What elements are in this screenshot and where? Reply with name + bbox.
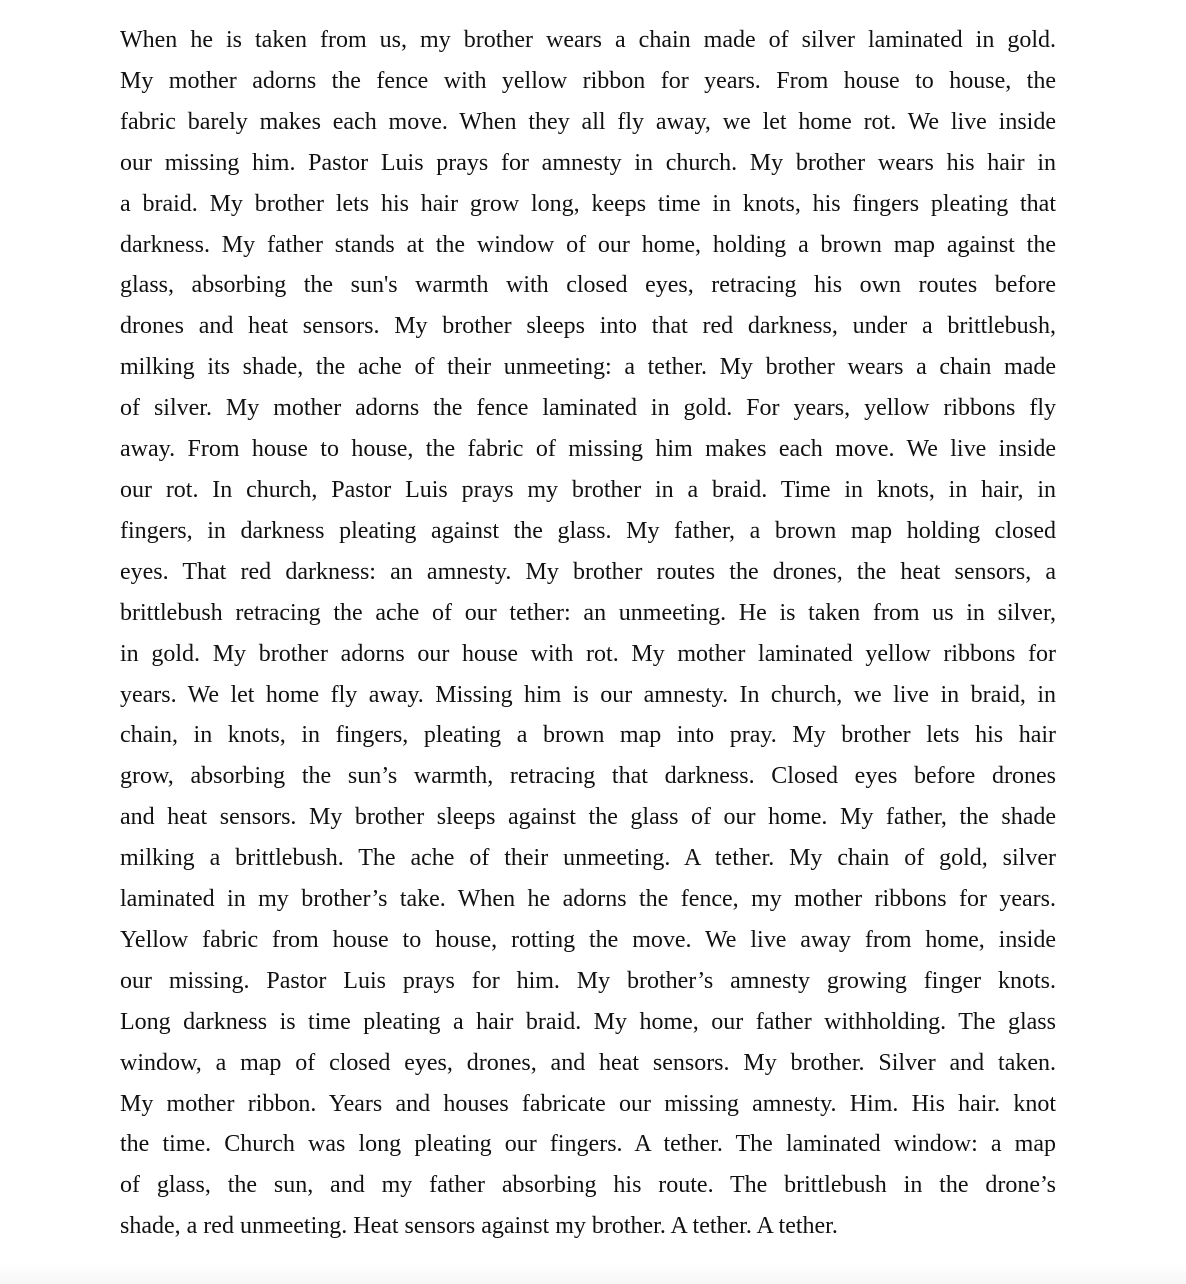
text-line <box>120 511 1056 552</box>
text-line <box>120 143 1056 184</box>
text-line-content: of silver. My mother adorns the fence laminated in gold. For years, yellow ribbons fly <box>120 395 1056 422</box>
text-line <box>120 347 1056 388</box>
text-line <box>120 675 1056 716</box>
text-line <box>120 1043 1056 1084</box>
text-line <box>120 1124 1056 1165</box>
text-line-content: Yellow fabric from house to house, rotting the move. We live away from home, inside <box>120 926 1056 953</box>
text-line <box>120 225 1056 266</box>
text-line-content: of glass, the sun, and my father absorbing his route. The brittlebush in the drone’s <box>120 1172 1056 1199</box>
text-line <box>120 1002 1056 1043</box>
text-line-content: the time. Church was long pleating our fingers. A tether. The laminated window: a map <box>120 1131 1056 1158</box>
text-line <box>120 715 1056 756</box>
text-line-content: grow, absorbing the sun’s warmth, retracing that darkness. Closed eyes before drones <box>120 763 1056 790</box>
text-line-content: our missing. Pastor Luis prays for him. My brother’s amnesty growing finger knots. <box>120 967 1056 994</box>
text-line-content: darkness. My father stands at the window of our home, holding a brown map against the <box>120 231 1056 258</box>
text-line-content: years. We let home fly away. Missing him is our amnesty. In church, we live in braid, in <box>120 681 1056 708</box>
text-line <box>120 797 1056 838</box>
text-line-content: When he is taken from us, my brother wears a chain made of silver laminated in gold. <box>120 27 1056 53</box>
text-line-content: eyes. That red darkness: an amnesty. My brother routes the drones, the heat sensors, a <box>120 558 1056 585</box>
text-line <box>120 388 1056 429</box>
text-line-content: and heat sensors. My brother sleeps against the glass of our home. My father, the shade <box>120 804 1056 831</box>
text-line-content: fabric barely makes each move. When they all fly away, we let home rot. We live inside <box>120 108 1056 135</box>
text-line <box>120 1165 1056 1206</box>
text-line <box>120 879 1056 920</box>
text-line-content: shade, a red unmeeting. Heat sensors against my brother. A tether. A tether. <box>120 1213 838 1240</box>
text-line <box>120 61 1056 102</box>
text-line-content: brittlebush retracing the ache of our tether: an unmeeting. He is taken from us in silver, <box>120 599 1056 626</box>
text-line <box>120 920 1056 961</box>
text-line-content: milking its shade, the ache of their unmeeting: a tether. My brother wears a chain made <box>120 354 1056 381</box>
text-line <box>120 429 1056 470</box>
text-line-content: drones and heat sensors. My brother sleeps into that red darkness, under a brittlebush, <box>120 313 1056 340</box>
text-line <box>120 1206 1056 1247</box>
text-line <box>120 961 1056 1002</box>
text-line <box>120 470 1056 511</box>
text-line-content: Long darkness is time pleating a hair braid. My home, our father withholding. The glass <box>120 1008 1056 1035</box>
text-line-content: milking a brittlebush. The ache of their unmeeting. A tether. My chain of gold, silver <box>120 845 1056 872</box>
text-line-content: My mother ribbon. Years and houses fabricate our missing amnesty. Him. His hair. knot <box>120 1090 1056 1117</box>
text-line <box>120 552 1056 593</box>
text-line <box>120 20 1056 61</box>
text-line <box>120 102 1056 143</box>
text-line-content: our missing him. Pastor Luis prays for amnesty in church. My brother wears his hair in <box>120 149 1056 176</box>
text-line-content: our rot. In church, Pastor Luis prays my brother in a braid. Time in knots, in hair, in <box>120 476 1056 503</box>
text-line-content: window, a map of closed eyes, drones, and heat sensors. My brother. Silver and taken. <box>120 1049 1056 1076</box>
text-line <box>120 306 1056 347</box>
page-bottom-edge <box>0 1262 1186 1284</box>
text-line-content: fingers, in darkness pleating against the glass. My father, a brown map holding closed <box>120 517 1056 544</box>
text-line-content: a braid. My brother lets his hair grow long, keeps time in knots, his fingers pleating that <box>120 190 1056 217</box>
text-line <box>120 184 1056 225</box>
text-line <box>120 838 1056 879</box>
text-line <box>120 265 1056 306</box>
text-line <box>120 593 1056 634</box>
prose-poem-paragraph <box>120 20 1056 1247</box>
text-line <box>120 756 1056 797</box>
text-line-content: My mother adorns the fence with yellow ribbon for years. From house to house, the <box>120 67 1056 94</box>
text-line-content: in gold. My brother adorns our house with rot. My mother laminated yellow ribbons for <box>120 640 1056 667</box>
text-line-content: away. From house to house, the fabric of missing him makes each move. We live inside <box>120 436 1056 463</box>
text-line-content: chain, in knots, in fingers, pleating a brown map into pray. My brother lets his hair <box>120 722 1056 749</box>
text-line <box>120 1084 1056 1125</box>
text-line-content: laminated in my brother’s take. When he adorns the fence, my mother ribbons for years. <box>120 886 1056 913</box>
text-line <box>120 634 1056 675</box>
text-line-content: glass, absorbing the sun's warmth with closed eyes, retracing his own routes before <box>120 272 1056 299</box>
